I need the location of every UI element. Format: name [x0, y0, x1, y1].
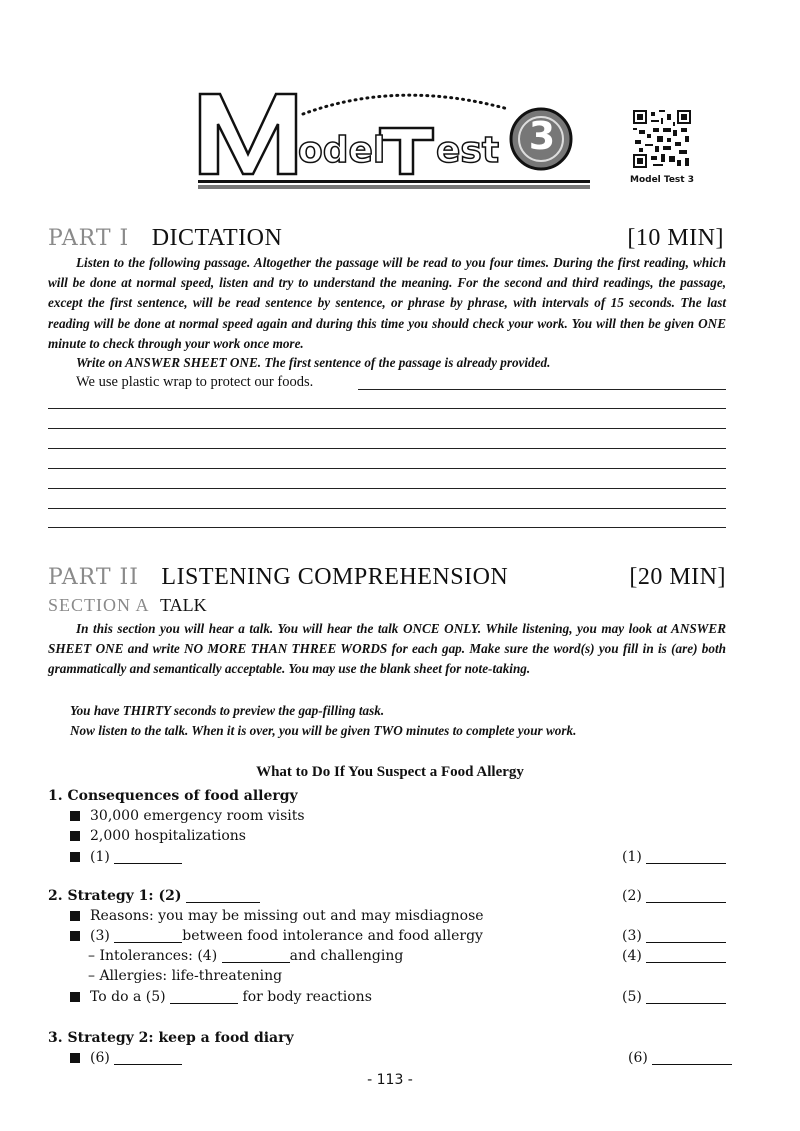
answer-blank[interactable] — [646, 849, 726, 864]
dictation-line[interactable] — [48, 408, 726, 409]
square-bullet-icon — [70, 911, 80, 921]
part2-preview: You have THIRTY seconds to preview the gap-filling task. — [70, 703, 385, 718]
part1-write-on: Write on ANSWER SHEET ONE. The first sentence of the passage is already provided. — [76, 355, 551, 370]
logo-text-est: est — [436, 130, 500, 171]
part1-title: DICTATION — [151, 225, 283, 251]
square-bullet-icon — [70, 992, 80, 1002]
list-item — [70, 808, 305, 824]
logo-text-odel: odel — [298, 130, 386, 171]
gap-blank[interactable] — [222, 948, 290, 963]
outline-heading-2 — [48, 888, 260, 904]
answer-label: (1) — [622, 849, 642, 865]
part2-listen: Now listen to the talk. When it is over, you will be given TWO minutes to complete your work. — [70, 723, 577, 738]
section-title: TALK — [160, 595, 207, 615]
answer-slot — [622, 989, 726, 1005]
qr-code — [633, 110, 691, 168]
list-item — [70, 928, 483, 944]
answer-slot — [622, 849, 726, 865]
answer-blank[interactable] — [646, 888, 726, 903]
sub-item — [88, 968, 282, 984]
part2-instructions: In this section you will hear a talk. You will hear the talk ONCE ONLY. While listening, you may look at ANSWER SHEET ONE and write NO MORE THAN THREE WORDS for each gap. Make sure the word(s) you fill in is (are) both grammatically and semantically acceptable. You may use the blank sheet for note-taking. — [48, 621, 726, 677]
answer-slot — [622, 888, 726, 904]
section-a-heading — [48, 595, 207, 616]
dictation-line[interactable] — [48, 448, 726, 449]
outline-heading-1: 1. Consequences of food allergy — [48, 788, 298, 804]
answer-label: (4) — [622, 948, 642, 964]
part1-time: [10 MIN] — [627, 225, 724, 251]
answer-blank[interactable] — [646, 928, 726, 943]
gap-blank[interactable] — [114, 1050, 182, 1065]
talk-title: What to Do If You Suspect a Food Allergy — [256, 764, 524, 780]
list-item — [70, 828, 246, 844]
gap-blank[interactable] — [170, 989, 238, 1004]
bullet-text: Reasons: you may be missing out and may misdiagnose — [90, 908, 484, 924]
answer-label: (2) — [622, 888, 642, 904]
answer-blank[interactable] — [652, 1050, 732, 1065]
square-bullet-icon — [70, 1053, 80, 1063]
answer-label: (3) — [622, 928, 642, 944]
list-item — [70, 989, 372, 1005]
answer-blank[interactable] — [646, 948, 726, 963]
bullet-text: (3) — [90, 928, 110, 944]
list-item — [70, 908, 484, 924]
answer-label: (6) — [628, 1050, 648, 1066]
square-bullet-icon — [70, 931, 80, 941]
dictation-line[interactable] — [358, 389, 726, 390]
dictation-line[interactable] — [48, 508, 726, 509]
part2-label: PART II — [48, 565, 139, 590]
list-item — [70, 849, 182, 865]
part1-label: PART I — [48, 226, 130, 251]
square-bullet-icon — [70, 811, 80, 821]
gap-blank[interactable] — [186, 888, 260, 903]
dictation-first-sentence: We use plastic wrap to protect our foods. — [76, 374, 314, 390]
part2-title: LISTENING COMPREHENSION — [161, 564, 509, 590]
answer-slot — [622, 948, 726, 964]
dictation-line[interactable] — [48, 468, 726, 469]
bullet-text: between food intolerance and food allergy — [182, 928, 483, 944]
bullet-text: 2,000 hospitalizations — [90, 828, 246, 844]
part1-instructions: Listen to the following passage. Altogether the passage will be read to you four times. During the first reading, which will be done at normal speed, listen and try to understand the meaning. For the second and third readings, the passage, except the first sentence, will be read sentence by sentence, or phrase by phrase, with intervals of 15 seconds. The last reading will be done at normal speed again and during this time you should check your work. You will then be given ONE minute to check through your work once more. — [48, 255, 726, 351]
bullet-text: To do a (5) — [90, 989, 166, 1005]
square-bullet-icon — [70, 831, 80, 841]
heading-text: 2. Strategy 1: (2) — [48, 888, 182, 904]
sub-text: and challenging — [289, 948, 404, 964]
dictation-line[interactable] — [48, 527, 726, 528]
section-label: SECTION A — [48, 595, 150, 615]
gap-blank[interactable] — [114, 928, 182, 943]
page-number: - 113 - — [367, 1072, 413, 1088]
logo-number: 3 — [528, 114, 556, 158]
dictation-line[interactable] — [48, 428, 726, 429]
qr-caption: Model Test 3 — [629, 175, 694, 185]
sub-item — [88, 948, 403, 964]
bullet-text: (1) — [90, 849, 110, 865]
sub-text: – Intolerances: (4) — [88, 948, 218, 964]
bullet-text: (6) — [90, 1050, 110, 1066]
part2-time: [20 MIN] — [629, 564, 726, 590]
bullet-text: for body reactions — [242, 989, 372, 1005]
answer-slot — [622, 928, 726, 944]
answer-slot — [628, 1050, 732, 1066]
list-item — [70, 1050, 182, 1066]
part2-heading — [48, 564, 508, 591]
dictation-line[interactable] — [48, 488, 726, 489]
square-bullet-icon — [70, 852, 80, 862]
answer-blank[interactable] — [646, 989, 726, 1004]
logo-word-label: Model Test — [198, 195, 203, 196]
sub-text: – Allergies: life-threatening — [88, 968, 283, 984]
answer-label: (5) — [622, 989, 642, 1005]
bullet-text: 30,000 emergency room visits — [90, 808, 305, 824]
outline-heading-3: 3. Strategy 2: keep a food diary — [48, 1030, 294, 1046]
gap-blank[interactable] — [114, 849, 182, 864]
part1-heading — [48, 225, 282, 252]
